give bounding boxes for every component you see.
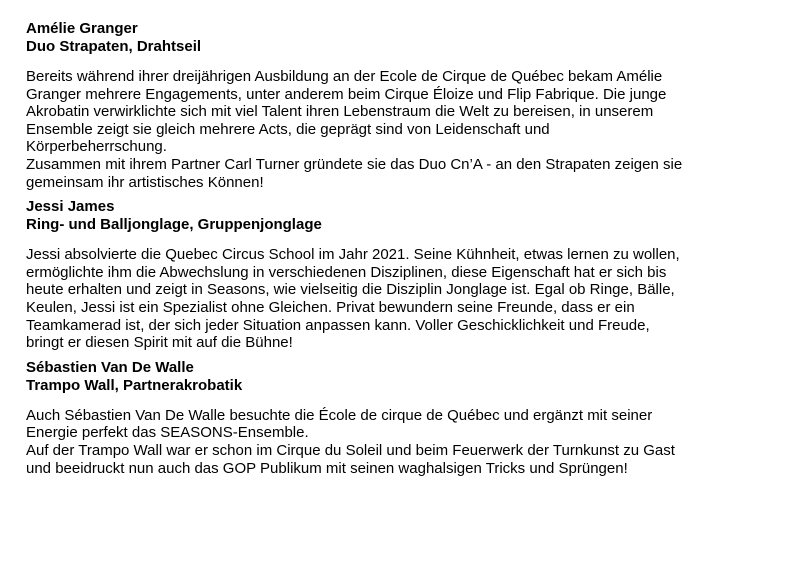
artist-bio	[26, 246, 774, 352]
artist-bio	[26, 68, 774, 191]
bio-paragraph: Auch Sébastien Van De Walle besuchte die École de cirque de Québec und ergänzt mit seiner Energie perfekt das SEASONS-Ensemble.	[26, 406, 653, 442]
bio-paragraph: Jessi absolvierte die Quebec Circus School im Jahr 2021. Seine Kühnheit, etwas lernen zu wollen, ermöglichte ihm die Abwechslung in verschiedenen Disziplinen, diese Eigenschaft hat er sich bis heute erhalten und zeigt in Seasons, wie vielseitig die Disziplin Jonglage ist. Egal ob Ringe, Bälle, Keulen, Jessi ist ein Spezialist ohne Gleichen. Privat bewundern seine Freunde, dass er ein Teamkamerad ist, der sich jeder Situation anpassen kann. Voller Geschicklichkeit und Freude, bringt er diesen Spirit mit auf die Bühne!	[26, 246, 680, 352]
artist-bio	[26, 407, 774, 477]
bio-paragraph: Bereits während ihrer dreijährigen Ausbildung an der Ecole de Cirque de Québec bekam Amélie Granger mehrere Engagements, unter anderem beim Cirque Éloize und Flip Fabrique. Die junge Akrobatin verwirklichte sich mit viel Talent ihren Lebenstraum die Welt zu bereisen, in unserem Ensemble zeigt sie gleich mehrere Acts, die geprägt sind von Leidenschaft und Körperbeherrschung.	[26, 68, 667, 156]
artist-section-sebastien-van-de-walle	[26, 359, 774, 477]
artist-name: Amélie Granger	[26, 20, 138, 37]
artist-discipline: Duo Strapaten, Drahtseil	[26, 38, 202, 55]
artist-discipline: Trampo Wall, Partnerakrobatik	[26, 376, 243, 394]
artist-section-jessi-james	[26, 198, 774, 352]
artist-name: Sébastien Van De Walle	[26, 358, 194, 376]
bio-paragraph: Zusammen mit ihrem Partner Carl Turner gründete sie das Duo Cn’A - an den Strapaten zeigen sie gemeinsam ihr artistisches Können!	[26, 155, 683, 191]
artist-discipline: Ring- und Balljonglage, Gruppenjonglage	[26, 216, 322, 234]
artist-name: Jessi James	[26, 198, 115, 216]
artist-section-amelie-granger	[26, 20, 774, 191]
bio-paragraph: Auf der Trampo Wall war er schon im Cirque du Soleil und beim Feuerwerk der Turnkunst zu Gast und beeidruckt nun auch das GOP Publikum mit seinen waghalsigen Tricks und Sprüngen!	[26, 441, 675, 477]
